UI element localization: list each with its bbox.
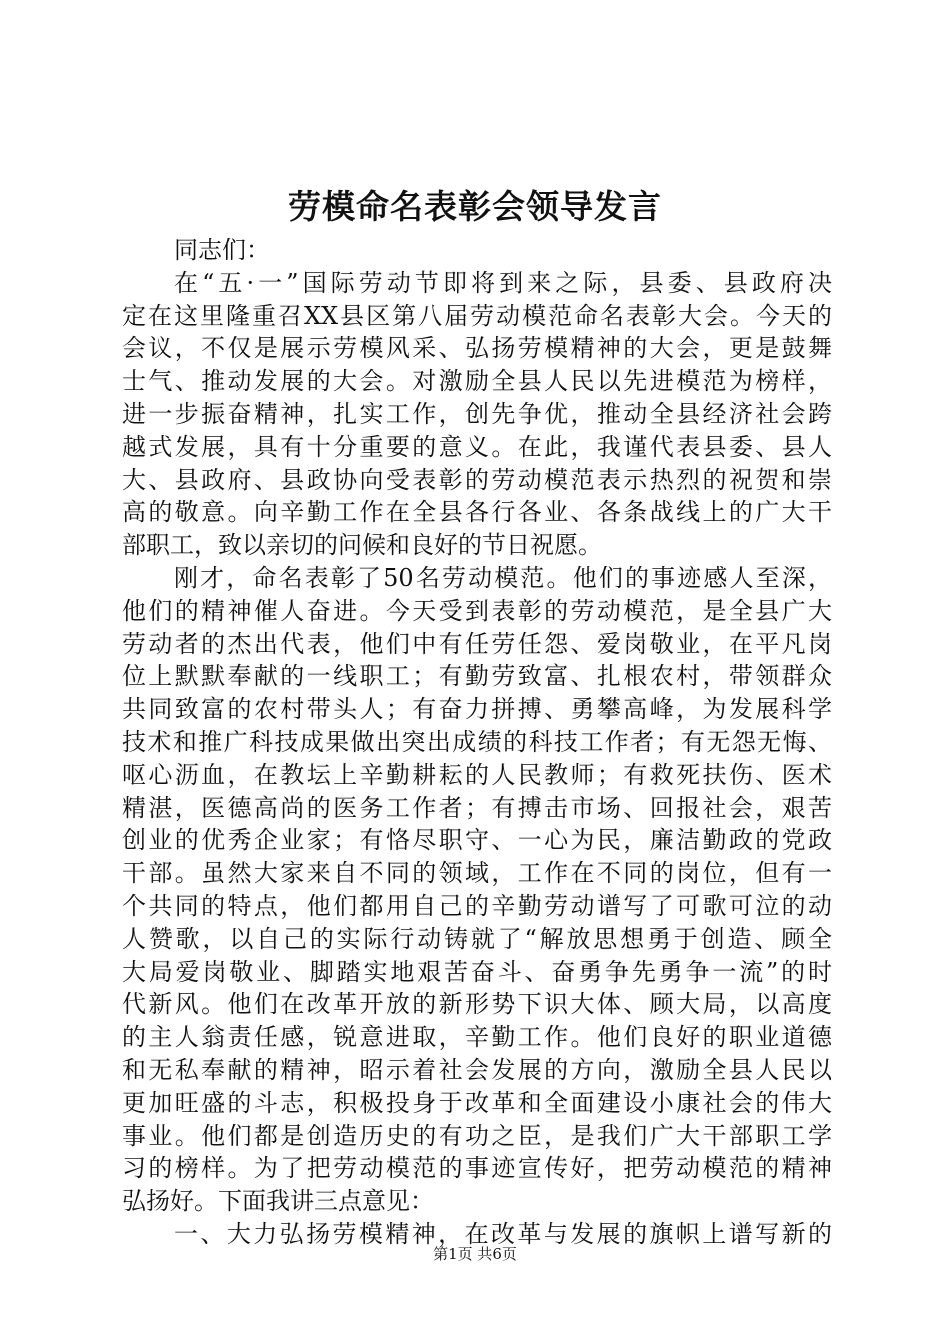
body-line: 干部。虽然大家来自不同的领域，工作在不同的岗位，但有一 (122, 859, 832, 888)
body-line: 进一步振奋精神，扎实工作，创先争优，推动全县经济社会跨 (122, 399, 832, 428)
body-line: 共同致富的农村带头人；有奋力拼搏、勇攀高峰，为发展科学 (122, 695, 832, 724)
page-footer: 第1页 共6页 (433, 1245, 517, 1263)
body-line: 越式发展，具有十分重要的意义。在此，我谨代表县委、县人 (122, 432, 832, 461)
document-body (122, 234, 832, 1251)
body-line: 呕心沥血，在教坛上辛勤耕耘的人民教师；有救死扶伤、医术 (122, 760, 832, 789)
body-line: 位上默默奉献的一线职工；有勤劳致富、扎根农村，带领群众 (122, 662, 832, 691)
body-line: 和无私奉献的精神，昭示着社会发展的方向，激励全县人民以 (122, 1055, 832, 1084)
body-line: 部职工，致以亲切的问候和良好的节日祝愿。 (122, 531, 602, 560)
body-line: 技术和推广科技成果做出突出成绩的科技工作者；有无怨无悔、 (122, 727, 832, 756)
body-line: 劳动者的杰出代表，他们中有任劳任怨、爱岗敬业，在平凡岗 (122, 629, 832, 658)
body-line: 习的榜样。为了把劳动模范的事迹宣传好，把劳动模范的精神 (122, 1154, 832, 1183)
body-line: 精湛，医德高尚的医务工作者；有搏击市场、回报社会，艰苦 (122, 793, 832, 822)
body-line: 一、大力弘扬劳模精神，在改革与发展的旗帜上谱写新的 (174, 1219, 832, 1248)
body-line: 他们的精神催人奋进。今天受到表彰的劳动模范，是全县广大 (122, 596, 832, 625)
body-line: 刚才，命名表彰了50名劳动模范。他们的事迹感人至深， (174, 563, 832, 592)
body-line: 高的敬意。向辛勤工作在全县各行各业、各条战线上的广大干 (122, 498, 832, 527)
body-line: 事业。他们都是创造历史的有功之臣，是我们广大干部职工学 (122, 1121, 832, 1150)
body-line: 大、县政府、县政协向受表彰的劳动模范表示热烈的祝贺和崇 (122, 465, 832, 494)
body-line: 定在这里隆重召XX县区第八届劳动模范命名表彰大会。今天的 (122, 301, 832, 330)
body-line: 代新风。他们在改革开放的新形势下识大体、顾大局，以高度 (122, 990, 832, 1019)
body-line: 大局爱岗敬业、脚踏实地艰苦奋斗、奋勇争先勇争一流”的时 (122, 957, 832, 986)
body-line: 在“五·一”国际劳动节即将到来之际，县委、县政府决 (174, 268, 832, 297)
body-line: 个共同的特点，他们都用自己的辛勤劳动谱写了可歌可泣的动 (122, 891, 832, 920)
body-line: 会议，不仅是展示劳模风采、弘扬劳模精神的大会，更是鼓舞 (122, 334, 832, 363)
body-line: 同志们： (174, 236, 270, 264)
body-line: 人赞歌，以自己的实际行动铸就了“解放思想勇于创造、顾全 (122, 924, 832, 953)
body-line: 更加旺盛的斗志，积极投身于改革和全面建设小康社会的伟大 (122, 1088, 832, 1117)
body-line: 的主人翁责任感，锐意进取，辛勤工作。他们良好的职业道德 (122, 1023, 832, 1052)
body-line: 弘扬好。下面我讲三点意见： (122, 1187, 434, 1216)
body-line: 创业的优秀企业家；有恪尽职守、一心为民，廉洁勤政的党政 (122, 826, 832, 855)
body-line: 士气、推动发展的大会。对激励全县人民以先进模范为榜样， (122, 367, 832, 396)
document-title: 劳模命名表彰会领导发言 (288, 187, 662, 226)
